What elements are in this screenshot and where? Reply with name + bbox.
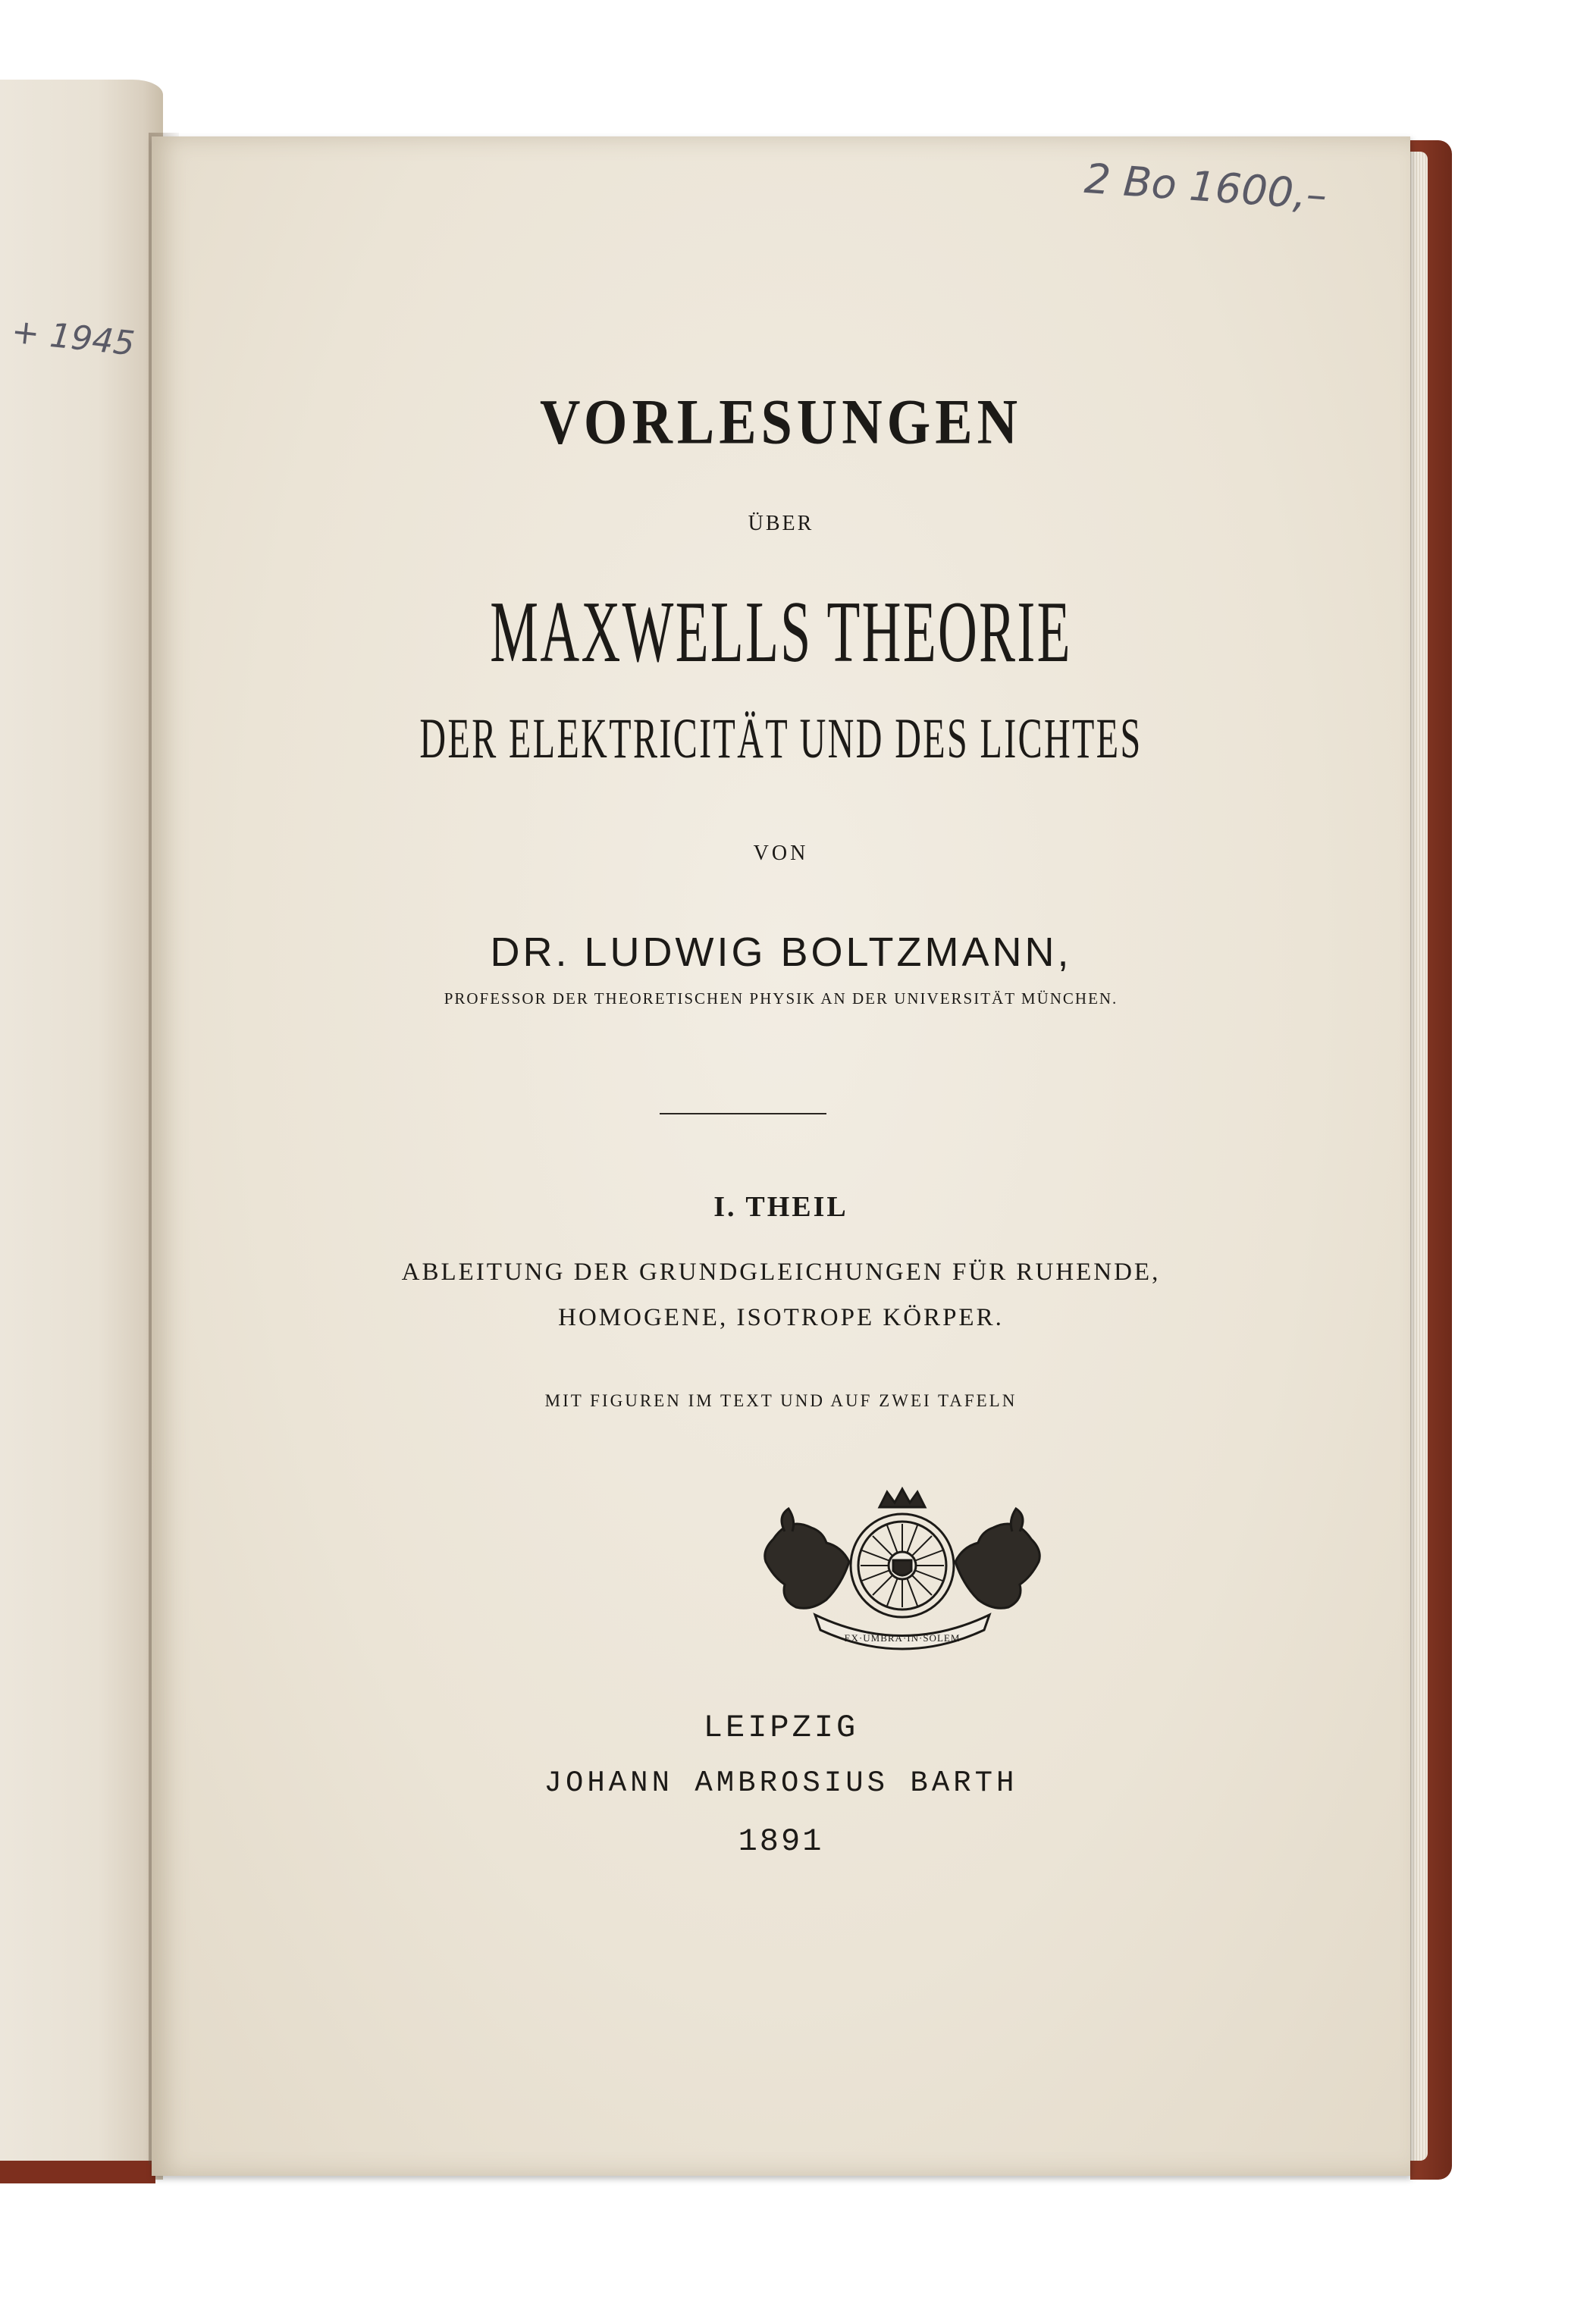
binding-edge xyxy=(0,2161,155,2183)
left-page xyxy=(0,80,163,2180)
divider-rule xyxy=(660,1113,826,1114)
part-description-line2: HOMOGENE, ISOTROPE KÖRPER. xyxy=(558,1304,1004,1331)
emblem-motto: EX·UMBRA·IN·SOLEM xyxy=(844,1632,961,1644)
publisher-city: LEIPZIG xyxy=(703,1710,859,1746)
author-affiliation: PROFESSOR DER THEORETISCHEN PHYSIK AN DER UNIVERSITÄT MÜNCHEN. xyxy=(444,989,1118,1008)
secondary-subtitle: DER ELEKTRICITÄT UND DES LICHTES xyxy=(419,707,1143,770)
title-page xyxy=(152,136,1410,2176)
author-name: DR. LUDWIG BOLTZMANN, xyxy=(490,929,1072,975)
part-number: I. THEIL xyxy=(713,1191,848,1223)
publisher-emblem xyxy=(743,1486,1061,1660)
part-description-line1: ABLEITUNG DER GRUNDGLEICHUNGEN FÜR RUHENDE, xyxy=(401,1259,1161,1286)
pencil-margin-note: + 1945 xyxy=(9,312,137,364)
figures-note: MIT FIGUREN IM TEXT UND AUF ZWEI TAFELN xyxy=(544,1391,1017,1410)
publication-year: 1891 xyxy=(738,1823,824,1860)
by-label: VON xyxy=(753,842,809,865)
publisher-name: JOHANN AMBROSIUS BARTH xyxy=(544,1766,1018,1800)
pencil-price-note: 2 Bo 1600,– xyxy=(1083,154,1329,220)
book-title: VORLESUNGEN xyxy=(539,386,1023,459)
main-subtitle: MAXWELLS THEORIE xyxy=(490,583,1072,680)
title-connector: ÜBER xyxy=(748,512,814,535)
